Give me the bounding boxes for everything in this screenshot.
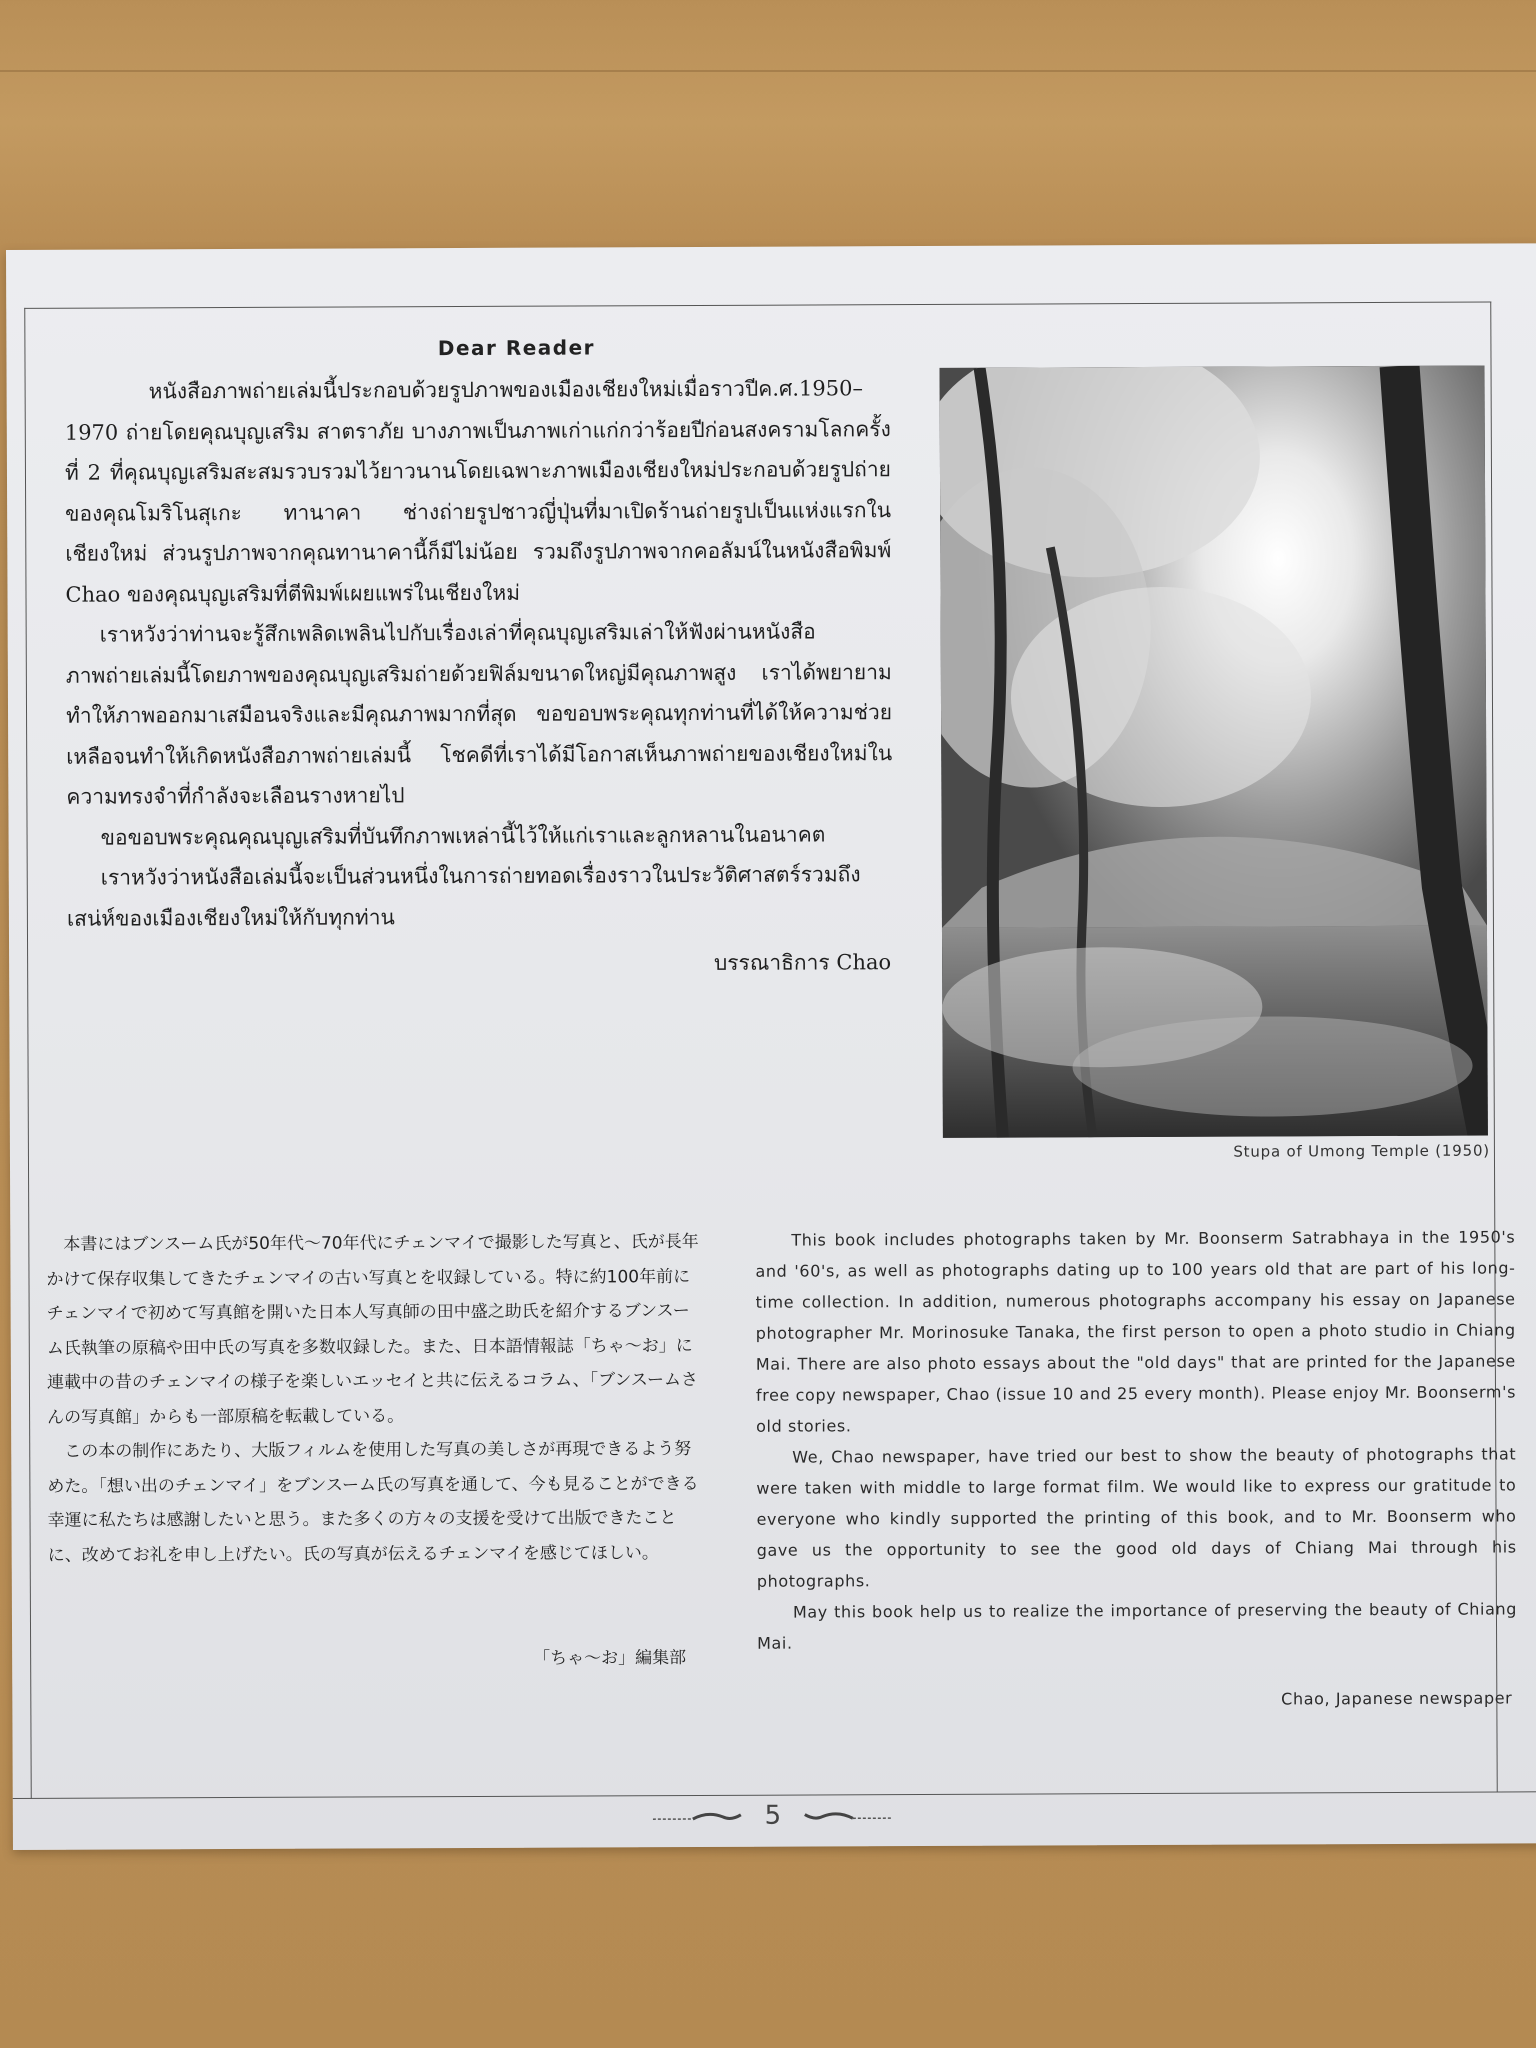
english-paragraph: This book includes photographs taken by Mr. Boonserm Satrabhaya in the 1950's and '60's, as well as photographs dating up to 100 years old that are part of his long-time collection. In addition, numerous photographs accompany his essay on Japanese photographer Mr. Morinosuke Tanaka, the first person to open a photo studio in Chiang Mai. There are also photo essays about the "old days" that are printed for the Japanese free copy newspaper, Chao (issue 10 and 25 every month). Please enjoy Mr. Boonserm's old stories.	[755, 1227, 1517, 1436]
book-page	[6, 243, 1536, 1850]
english-signature: Chao, Japanese newspaper	[1281, 1688, 1513, 1709]
thai-text-block	[65, 368, 893, 939]
thai-paragraph: ขอขอบพระคุณคุณบุญเสริมที่บันทึกภาพเหล่านี้ไว้ให้แก่เราและลูกหลานในอนาคต	[100, 821, 826, 850]
thai-paragraph: หนังสือภาพถ่ายเล่มนี้ประกอบด้วยรูปภาพของเมืองเชียงใหม่เมื่อราวปีค.ศ.1950–1970 ถ่ายโดยคุณบุญเสริม สาตราภัย บางภาพเป็นภาพเก่าแก่กว่าร้อยปีก่อนสงครามโลกครั้งที่ 2 ที่คุณบุญเสริมสะสมรวบรวมไว้ยาวนานโดยเฉพาะภาพเมืองเชียงใหม่ประกอบด้วยรูปถ่ายของคุณโมริโนสุเกะ ทานาคา ช่างถ่ายรูปชาวญี่ปุ่นที่มาเปิดร้านถ่ายรูปเป็นแห่งแรกในเชียงใหม่ ส่วนรูปภาพจากคุณทานาคานี้ก็มีไม่น้อย รวมถึงรูปภาพจากคอลัมน์ในหนังสือพิมพ์ Chao ของคุณบุญเสริมที่ตีพิมพ์เผยแพร่ในเชียงใหม่	[64, 376, 892, 607]
english-paragraph: May this book help us to realize the importance of preserving the beauty of Chiang Mai.	[757, 1599, 1517, 1653]
thai-paragraph: เราหวังว่าท่านจะรู้สึกเพลิดเพลินไปกับเรื่องเล่าที่คุณบุญเสริมเล่าให้ฟังผ่านหนังสือภาพถ่ายเล่มนี้โดยภาพของคุณบุญเสริมถ่ายด้วยฟิล์มขนาดใหญ่มีคุณภาพสูง เราได้พยายามทำให้ภาพออกมาเสมือนจริงและมีคุณภาพมากที่สุด ขอขอบพระคุณทุกท่านที่ได้ให้ความช่วยเหลือจนทำให้เกิดหนังสือภาพถ่ายเล่มนี้ โชคดีที่เราได้มีโอกาสเห็นภาพถ่ายของเชียงใหม่ในความทรงจำที่กำลังจะเลือนรางหายไป	[65, 619, 893, 809]
japanese-signature: 「ちゃ〜お」編集部	[533, 1648, 687, 1669]
page-footer	[653, 1798, 893, 1839]
stupa-photograph	[940, 366, 1488, 1138]
english-text-block	[755, 1221, 1517, 1658]
japanese-paragraph: この本の制作にあたり、大版フィルムを使用した写真の美しさが再現できるよう努めた。「想い出のチェンマイ」をブンスーム氏の写真を通して、今も見ることができる幸運に私たちは感謝したいと思う。また多くの方々の支援を受けて出版できたことに、改めてお礼を申し上げたい。氏の写真が伝えるチェンマイを感じてほしい。	[47, 1439, 699, 1566]
thai-signature: บรรณาธิการ Chao	[713, 950, 892, 975]
stupa-photo-image	[940, 366, 1488, 1138]
envelope-background	[0, 0, 1536, 72]
article-title: Dear Reader	[437, 335, 596, 361]
japanese-text-block	[46, 1225, 707, 1573]
photo-caption: Stupa of Umong Temple (1950)	[1233, 1141, 1490, 1161]
japanese-paragraph: 本書にはブンスーム氏が50年代〜70年代にチェンマイで撮影した写真と、氏が長年かけて保存収集してきたチェンマイの古い写真とを収録している。特に約100年前にチェンマイで初めて写真館を開いた日本人写真師の田中盛之助氏を紹介するブンスーム氏執筆の原稿や田中氏の写真を多数収録した。また、日本語情報誌「ちゃ〜お」に連載中の昔のチェンマイの様子を楽しいエッセイと共に伝えるコラム、「ブンスームさんの写真館」からも一部原稿を転載している。	[46, 1231, 699, 1428]
english-paragraph: We, Chao newspaper, have tried our best to show the beauty of photographs that were taken with middle to large format film. We would like to express our gratitude to everyone who kindly supported the printing of this book, and to Mr. Boonserm who gave us the opportunity to see the good old days of Chiang Mai through his photographs.	[756, 1444, 1517, 1591]
page-number: 5	[764, 1800, 782, 1831]
thai-paragraph: เราหวังว่าหนังสือเล่มนี้จะเป็นส่วนหนึ่งในการถ่ายทอดเรื่องราวในประวัติศาสตร์รวมถึงเสน่ห์ของเมืองเชียงใหม่ให้กับทุกท่าน	[66, 862, 861, 931]
